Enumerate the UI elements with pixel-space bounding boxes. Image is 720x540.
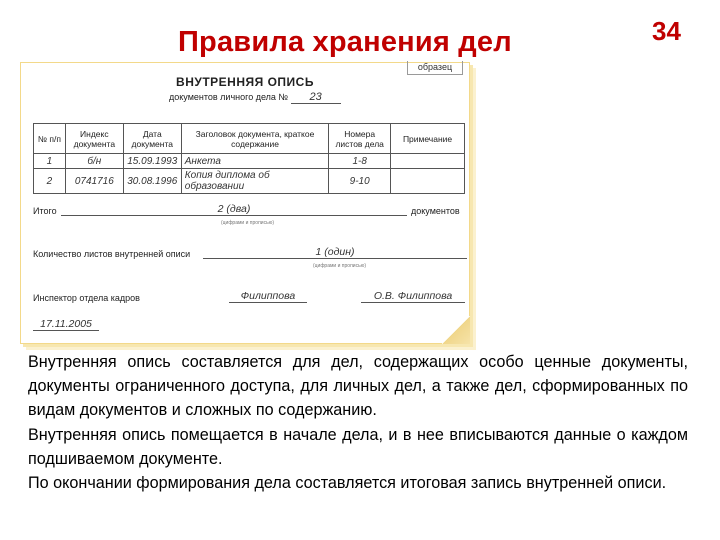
page-curl-corner [442,316,470,344]
sheets-hint: (цифрами и прописью) [313,263,367,269]
cell-title: Копия диплома об образовании [181,169,328,194]
sheets-value: 1 (один) [203,246,467,259]
cell-num: 2 [34,169,66,194]
table-row [34,154,465,169]
form-subtitle-label: документов личного дела № [169,92,289,102]
inspector-label: Инспектор отдела кадров [33,293,140,303]
column-header-sheets: Номера листов дела [329,124,391,154]
table-header-row [34,124,465,154]
cell-date: 30.08.1996 [123,169,181,194]
cell-index: б/н [65,154,123,169]
column-header-num: № п/п [34,124,66,154]
cell-title: Анкета [181,154,328,169]
cell-date: 15.09.1993 [123,154,181,169]
description-text [28,350,688,495]
column-header-note: Примечание [391,124,465,154]
description-paragraph: Внутренняя опись составляется для дел, содержащих особо ценные документы, документы ограниченного доступа, для личных дел, а также дел, сформированных по видам документов и сложных по содержанию. [28,353,688,420]
column-header-index: Индекс документа [65,124,123,154]
inventory-table [33,123,465,194]
form-title: ВНУТРЕННЯЯ ОПИСЬ [176,75,314,89]
total-value: 2 (два) [61,203,407,216]
table-row [34,169,465,194]
total-label: Итого [33,206,57,216]
sheets-label: Количество листов внутренней описи [33,249,191,259]
inspector-name: О.В. Филиппова [361,290,465,303]
slide-number: 34 [652,16,681,46]
column-header-title: Заголовок документа, краткое содержание [181,124,328,154]
cell-sheets: 9-10 [329,169,391,194]
cell-sheets: 1-8 [329,154,391,169]
description-paragraph: Внутренняя опись помещается в начале дела, и в нее вписываются данные о каждом подшиваемом документе. [28,425,688,468]
file-number: 23 [291,91,341,104]
form-date: 17.11.2005 [33,318,99,331]
signature: Филиппова [229,290,307,303]
cell-note [391,154,465,169]
total-unit: документов [411,206,460,216]
cell-index: 0741716 [65,169,123,194]
column-header-date: Дата документа [123,124,181,154]
total-hint: (цифрами и прописью) [221,220,275,226]
cell-num: 1 [34,154,66,169]
form-subtitle [169,91,341,104]
description-paragraph: По окончании формирования дела составляется итоговая запись внутренней описи. [28,474,667,493]
inventory-form-sample [20,62,470,344]
cell-note [391,169,465,194]
slide-title: Правила хранения дел [178,26,512,58]
sample-tag: образец [407,61,463,75]
